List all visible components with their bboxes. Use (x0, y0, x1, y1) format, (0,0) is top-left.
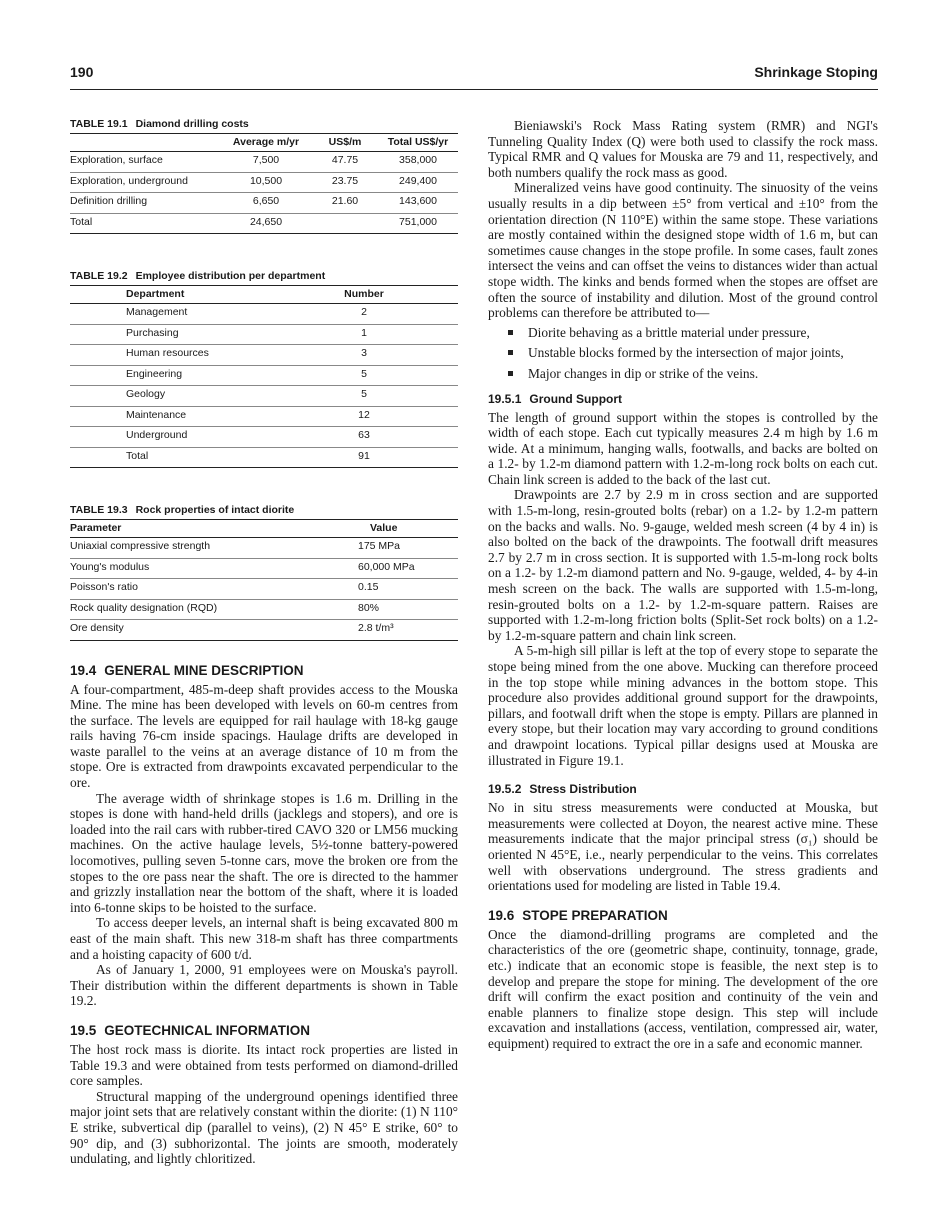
table-19-3 (70, 519, 458, 641)
paragraph: Mineralized veins have good continuity. The sinuosity of the veins usually results in a dip between ±5° from vertical and ±10° from the orientation direction (N 110°E) within the same stope. These variations are mostly contained within the designed stope width of 1.6 m, but can sometimes cause changes in the stope profile. In some cases, fault zones intersect the veins and can offset the veins to distances wider than actual stope width. The kinks and bends formed when the stopes are offset are often the source of instability and dilution. Most of the ground control problems can therefore be attributed to— (488, 180, 878, 321)
list-item: Major changes in dip or strike of the veins. (508, 366, 878, 382)
table-row: Human resources 3 (70, 345, 458, 366)
table-row: Underground 63 (70, 427, 458, 448)
table-19-3-caption: TABLE 19.3 Rock properties of intact diorite (70, 504, 295, 516)
section-heading-19-5-1: 19.5.1 Ground Support (488, 391, 623, 406)
bullet-icon (508, 330, 513, 335)
paragraph: A four-compartment, 485-m-deep shaft provides access to the Mouska Mine. The mine has been developed with levels on 60-m centres from the surface. The levels are equipped for rail haulage with 18-kg gauge rails having 76-cm inside spacings. Haulage drifts are developed in waste parallel to the veins at an average distance of 10 m from the stope. Ore is extracted from drawpoints excavated perpendicular to the ore. (70, 681, 458, 791)
table-19-2-caption: TABLE 19.2 Employee distribution per department (70, 270, 326, 282)
table-row: Exploration, surface 7,500 47.75 358,000 (70, 152, 458, 173)
section-heading-19-4: 19.4 GENERAL MINE DESCRIPTION (70, 662, 304, 678)
paragraph: The length of ground support within the stopes is controlled by the width of each stope. Each cut typically measures 2.4 m high by 1.6 m wide. At a minimum, hanging walls, footwalls, and backs are bolted on a 1.2- by 1.2-m diamond pattern with 1.2-m-long rock bolts on each cut. Chain link screen is added to the back of the last cut. (488, 409, 878, 487)
table-row: Geology 5 (70, 386, 458, 407)
table-row: Uniaxial compressive strength 175 MPa (70, 538, 458, 559)
paragraph: No in situ stress measurements were conducted at Mouska, but measurements were collected at Doyon, the nearest active mine. These measurements indicate that the major principal stress (σ₁) should be oriented N 45°E, i.e., nearly perpendicular to the veins. This correlates well with observations underground. The stress gradients and orientations used for modeling are listed in Table 19.4. (488, 800, 878, 894)
section-heading-19-5-2: 19.5.2 Stress Distribution (488, 782, 637, 797)
table-row: Total 24,650 751,000 (70, 215, 437, 228)
page-number: 190 (70, 64, 94, 80)
bullet-icon (508, 371, 513, 376)
bullet-icon (508, 350, 513, 355)
list-item: Unstable blocks formed by the intersection of major joints, (508, 345, 878, 361)
table-row: Purchasing 1 (70, 324, 458, 345)
paragraph: Structural mapping of the underground openings identified three major joint sets that are relatively constant within the diorite: (1) N 110° E strike, subvertical dip (parallel to veins), (2) N 45° E strike, 60° to 90° dip, and (3) subhorizontal. The joints are smooth, moderately undulating, and lightly chloritized. (70, 1088, 458, 1167)
table-header-row: Average m/yr US$/m Total US$/yr (70, 134, 458, 152)
list-item: Diorite behaving as a brittle material under pressure, (508, 325, 878, 341)
paragraph: The host rock mass is diorite. Its intact rock properties are listed in Table 19.3 and were obtained from tests performed on diamond-drilled core samples. (70, 1041, 458, 1089)
table-row: Poisson's ratio 0.15 (70, 579, 458, 600)
table-row: Management 2 (70, 304, 458, 325)
paragraph: The average width of shrinkage stopes is 1.6 m. Drilling in the stopes is done with hand-held drills (jacklegs and stopers), and ore is loaded into the rail cars with rubber-tired CAVO 320 or LM56 mucking machines. On the active haulage levels, 5½-tonne battery-powered locomotives, pulling seven 5-tonne cars, move the broken ore from the stopes to the ore pass near the shaft. The ore is directed to the hammer and grizzly installation near the bottom of the shaft, where it is loaded into 6-tonne skips to be hoisted to the surface. (70, 790, 458, 915)
table-row: Ore density 2.8 t/m³ (70, 622, 394, 634)
paragraph: As of January 1, 2000, 91 employees were on Mouska's payroll. Their distribution within the different departments is shown in Table 19.2. (70, 962, 458, 1009)
table-row: Engineering 5 (70, 365, 458, 386)
table-row: Total 91 (126, 449, 370, 462)
paragraph: Drawpoints are 2.7 by 2.9 m in cross section and are supported with 1.5-m-long, resin-grouted bolts (rebar) on a 1.2- by 1.2-m pattern on the backs and walls. No. 9-gauge, welded mesh screen (4 by 4 in) is also bolted on the back of the drawpoints. The footwall drift measures 2.7 by 2.7 m in cross section. It is supported with 1.5-m-long rock bolts on a 1.2- by 1.2-m diamond pattern and No. 9-gauge, welded, 4- by 4-in mesh screen on the back. The walls are supported with 1.5-m-long, resin-grouted bolts on a 1.2- by 1.2-m-square pattern. Raises are supported with 1.2-m-long friction bolts (Split-Set rock bolts) on a 1.2- by 1.2-m-square pattern and chain link screen. (488, 487, 878, 643)
section-heading-19-6: 19.6 STOPE PREPARATION (488, 907, 668, 923)
table-header-row: Department Number (70, 286, 458, 304)
left-column (70, 118, 458, 1167)
table-row: Maintenance 12 (70, 406, 458, 427)
table-row: Definition drilling 6,650 21.60 143,600 (70, 193, 458, 214)
table-row: Young's modulus 60,000 MPa (70, 558, 458, 579)
table-row: Rock quality designation (RQD) 80% (70, 599, 458, 620)
table-19-2 (70, 285, 458, 468)
right-column (488, 118, 878, 1051)
paragraph: Bieniawski's Rock Mass Rating system (RMR) and NGI's Tunneling Quality Index (Q) were both used to classify the rock mass. Typical RMR and Q values for Mouska are 79 and 11, respectively, and both numbers qualify the rock mass as good. (488, 118, 878, 180)
section-heading-19-5: 19.5 GEOTECHNICAL INFORMATION (70, 1022, 311, 1038)
table-19-1-caption: TABLE 19.1 Diamond drilling costs (70, 118, 249, 130)
table-19-1 (70, 133, 458, 234)
paragraph: Once the diamond-drilling programs are completed and the characteristics of the ore (geometric shape, continuity, tonnage, grade, etc.) indicate that an economic stope is feasible, the next step is to develop and prepare the stope for mining. The development of the ore drift will confirm the exact position and continuity of the vein and enable planners to finalize stope design. This step will include excavation and installations (access, ventilation, compressed air, water, equipment) required to extract the ore in a safe and economic manner. (488, 926, 878, 1051)
chapter-title: Shrinkage Stoping (754, 64, 878, 80)
paragraph: To access deeper levels, an internal shaft is being excavated 800 m east of the main shaft. This new 318-m shaft has three compartments and a hoisting capacity of 600 t/d. (70, 915, 458, 962)
table-header-row: Parameter Value (70, 520, 458, 538)
paragraph: A 5-m-high sill pillar is left at the top of every stope to separate the stope being mined from the one above. Mucking can therefore proceed in the top stope while mining advances in the bottom stope. This procedure also provides additional ground support for the drawpoints, pillars, and footwall drift when the stope is empty. Pillars are planned in every stope, but their location may vary according to ground conditions and drawpoint locations. Typical pillar designs used at Mouska are illustrated in Figure 19.1. (488, 643, 878, 768)
table-row: Exploration, underground 10,500 23.75 249,400 (70, 172, 458, 193)
running-header (70, 64, 878, 90)
bullet-list (508, 325, 878, 382)
